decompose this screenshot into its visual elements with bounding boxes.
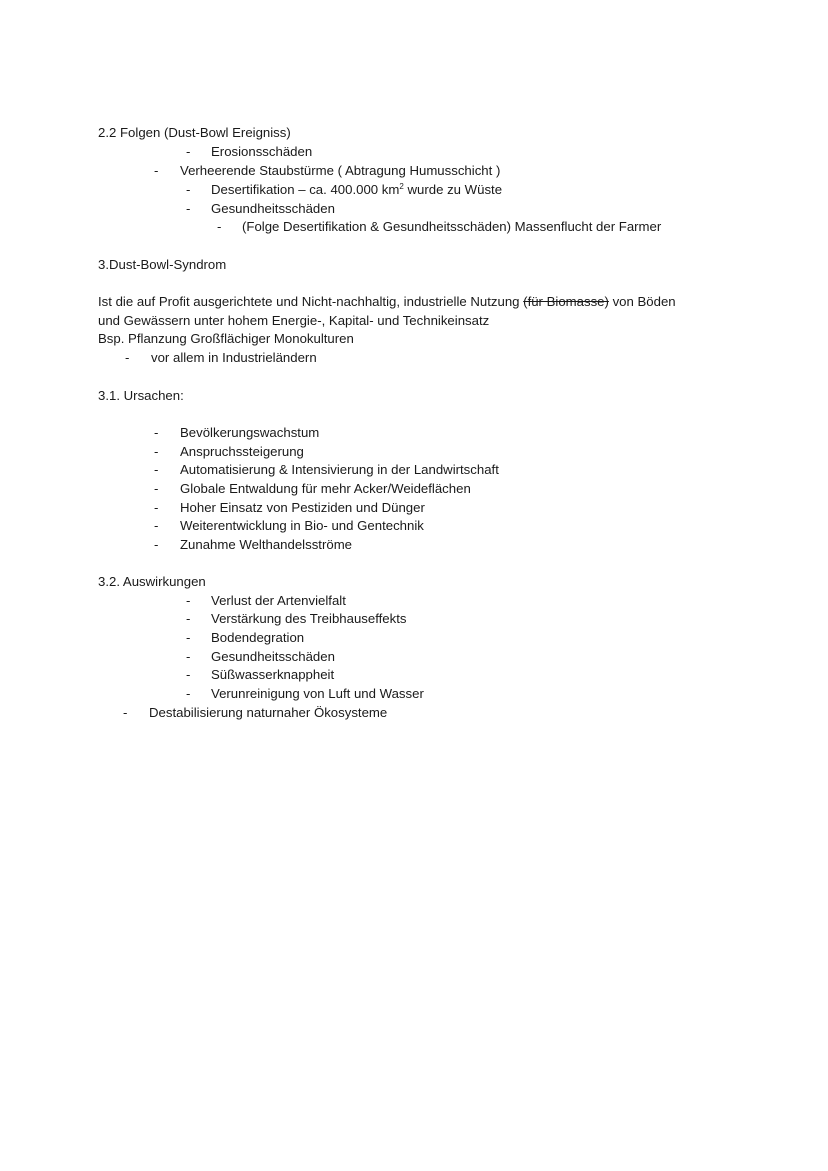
bullet-dash: - xyxy=(186,593,191,608)
list-item-auswirkung: Süßwasserknappheit xyxy=(211,667,335,682)
bullet-dash: - xyxy=(154,425,159,440)
bullet-dash: - xyxy=(186,630,191,645)
list-item-ursache: Zunahme Welthandelsströme xyxy=(180,537,353,552)
bullet-dash: - xyxy=(154,518,159,533)
bullet-dash: - xyxy=(186,649,191,664)
list-item-auswirkung: Bodendegration xyxy=(211,630,305,645)
list-item-auswirkung: Verlust der Artenvielfalt xyxy=(211,593,346,608)
list-item-industrielaender: vor allem in Industrieländern xyxy=(151,350,317,365)
definition-line-2: und Gewässern unter hohem Energie-, Kapital- und Technikeinsatz xyxy=(98,313,490,328)
list-item-ursache: Bevölkerungswachstum xyxy=(180,425,320,440)
section-heading-ursachen: 3.1. Ursachen: xyxy=(98,388,184,403)
list-item-massenflucht: (Folge Desertifikation & Gesundheitsschäden) Massenflucht der Farmer xyxy=(242,219,662,234)
list-item-ursache: Automatisierung & Intensivierung in der Landwirtschaft xyxy=(180,462,499,477)
bullet-dash: - xyxy=(125,350,130,365)
superscript-2: 2 xyxy=(399,182,404,191)
bullet-dash: - xyxy=(154,444,159,459)
list-item-ursache: Globale Entwaldung für mehr Acker/Weideflächen xyxy=(180,481,471,496)
bullet-dash: - xyxy=(154,462,159,477)
bullet-dash: - xyxy=(186,201,191,216)
bullet-dash: - xyxy=(186,686,191,701)
list-item-auswirkung: Gesundheitsschäden xyxy=(211,649,335,664)
bullet-dash: - xyxy=(154,537,159,552)
bullet-dash: - xyxy=(123,705,128,720)
section-heading-syndrom: 3.Dust-Bowl-Syndrom xyxy=(98,257,227,272)
list-item-staubstuerme: Verheerende Staubstürme ( Abtragung Humusschicht ) xyxy=(180,163,501,178)
bullet-dash: - xyxy=(186,667,191,682)
list-item-destabilisierung: Destabilisierung naturnaher Ökosysteme xyxy=(149,705,388,720)
definition-line-1: Ist die auf Profit ausgerichtete und Nicht-nachhaltig, industrielle Nutzung (für Biomasse) von Böden xyxy=(98,294,676,309)
bullet-dash: - xyxy=(217,219,222,234)
example-line: Bsp. Pflanzung Großflächiger Monokulturen xyxy=(98,331,354,346)
bullet-dash: - xyxy=(154,163,159,178)
list-item-ursache: Weiterentwicklung in Bio- und Gentechnik xyxy=(180,518,424,533)
list-item-ursache: Anspruchssteigerung xyxy=(180,444,304,459)
bullet-dash: - xyxy=(186,144,191,159)
section-heading-auswirkungen: 3.2. Auswirkungen xyxy=(98,574,206,589)
list-item-erosion: Erosionsschäden xyxy=(211,144,313,159)
bullet-dash: - xyxy=(154,500,159,515)
list-item-auswirkung: Verstärkung des Treibhauseffekts xyxy=(211,611,407,626)
bullet-dash: - xyxy=(186,611,191,626)
struck-text: (für Biomasse) xyxy=(523,294,609,309)
section-heading-folgen: 2.2 Folgen (Dust-Bowl Ereigniss) xyxy=(98,125,291,140)
list-item-ursache: Hoher Einsatz von Pestiziden und Dünger xyxy=(180,500,425,515)
bullet-dash: - xyxy=(154,481,159,496)
list-item-gesundheit: Gesundheitsschäden xyxy=(211,201,335,216)
list-item-auswirkung: Verunreinigung von Luft und Wasser xyxy=(211,686,424,701)
bullet-dash: - xyxy=(186,182,191,197)
list-item-desertifikation: Desertifikation – ca. 400.000 $km^2$ wurde zu Wüste xyxy=(211,182,503,197)
